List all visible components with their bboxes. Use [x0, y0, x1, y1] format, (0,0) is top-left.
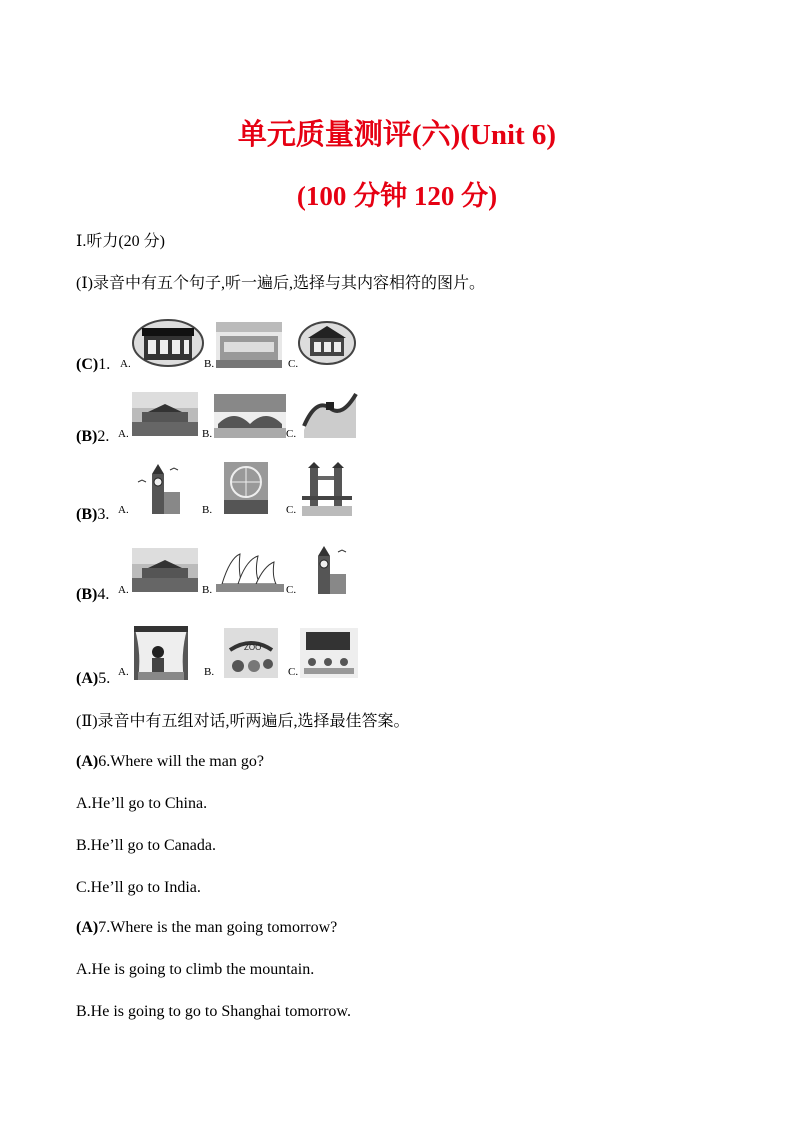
- question-number: 5.: [98, 670, 111, 687]
- option-letter: C.: [288, 358, 299, 370]
- question-number: 1.: [98, 356, 111, 373]
- option-letter: C.: [286, 428, 297, 440]
- part1-instruction: (Ⅰ)录音中有五个句子,听一遍后,选择与其内容相符的图片。: [76, 275, 485, 292]
- option-letter: A.: [118, 666, 129, 678]
- sydney-opera-house-icon[interactable]: [216, 548, 284, 592]
- answer-label: (B): [76, 428, 98, 445]
- option-letter: A.: [118, 428, 129, 440]
- part2-instruction: (Ⅱ)录音中有五组对话,听两遍后,选择最佳答案。: [76, 713, 410, 730]
- section-heading: Ⅰ.听力(20 分): [76, 233, 165, 250]
- answer-choice: A.He’ll go to China.: [76, 795, 208, 812]
- great-wall-icon[interactable]: [302, 390, 358, 438]
- answer-label: (A): [76, 919, 99, 936]
- option-letter: C.: [286, 584, 297, 596]
- answer-label: (A): [76, 670, 99, 687]
- option-letter: A.: [118, 504, 129, 516]
- question-text: 7.Where is the man going tomorrow?: [98, 919, 338, 936]
- option-letter: A.: [118, 584, 129, 596]
- theater-stage-icon[interactable]: [134, 626, 188, 680]
- option-letter: C.: [288, 666, 299, 678]
- answer-choice: B.He is going to go to Shanghai tomorrow.: [76, 1003, 351, 1020]
- page-subtitle: (100 分钟 120 分): [296, 181, 498, 211]
- tiananmen-icon[interactable]: [132, 392, 198, 436]
- answer-label: (B): [76, 506, 98, 523]
- dialog-question-6: [76, 752, 264, 772]
- question-text: 6.Where will the man go?: [98, 753, 264, 770]
- zoo-gate-icon[interactable]: [224, 628, 278, 678]
- tower-bridge-icon[interactable]: [302, 462, 352, 516]
- option-letter: B.: [204, 666, 215, 678]
- shop-building-icon[interactable]: [132, 318, 204, 368]
- restaurant-building-icon[interactable]: [298, 320, 356, 366]
- answer-choice: B.He’ll go to Canada.: [76, 837, 216, 854]
- big-ben-icon[interactable]: [298, 544, 354, 596]
- option-letter: B.: [202, 428, 213, 440]
- question-number: 4.: [97, 586, 110, 603]
- option-letter: A.: [120, 358, 131, 370]
- stone-bridge-icon[interactable]: [214, 394, 286, 438]
- svg-text:ZOO: ZOO: [244, 643, 262, 652]
- question-number: 2.: [97, 428, 110, 445]
- page-title: 单元质量测评(六)(Unit 6): [237, 119, 557, 151]
- answer-choice: C.He’ll go to India.: [76, 879, 201, 896]
- big-ben-icon[interactable]: [132, 462, 188, 516]
- tiananmen-icon[interactable]: [132, 548, 198, 592]
- option-letter: C.: [286, 504, 297, 516]
- option-letter: B.: [202, 584, 213, 596]
- answer-label: (C): [76, 356, 99, 373]
- option-letter: B.: [202, 504, 213, 516]
- answer-choice: A.He is going to climb the mountain.: [76, 961, 315, 978]
- dialog-question-7: [76, 918, 337, 938]
- answer-label: (B): [76, 586, 98, 603]
- answer-label: (A): [76, 753, 99, 770]
- ferris-wheel-icon[interactable]: [224, 462, 268, 514]
- question-number: 3.: [97, 506, 110, 523]
- classroom-icon[interactable]: [300, 628, 358, 678]
- option-letter: B.: [204, 358, 215, 370]
- station-building-icon[interactable]: [216, 322, 282, 368]
